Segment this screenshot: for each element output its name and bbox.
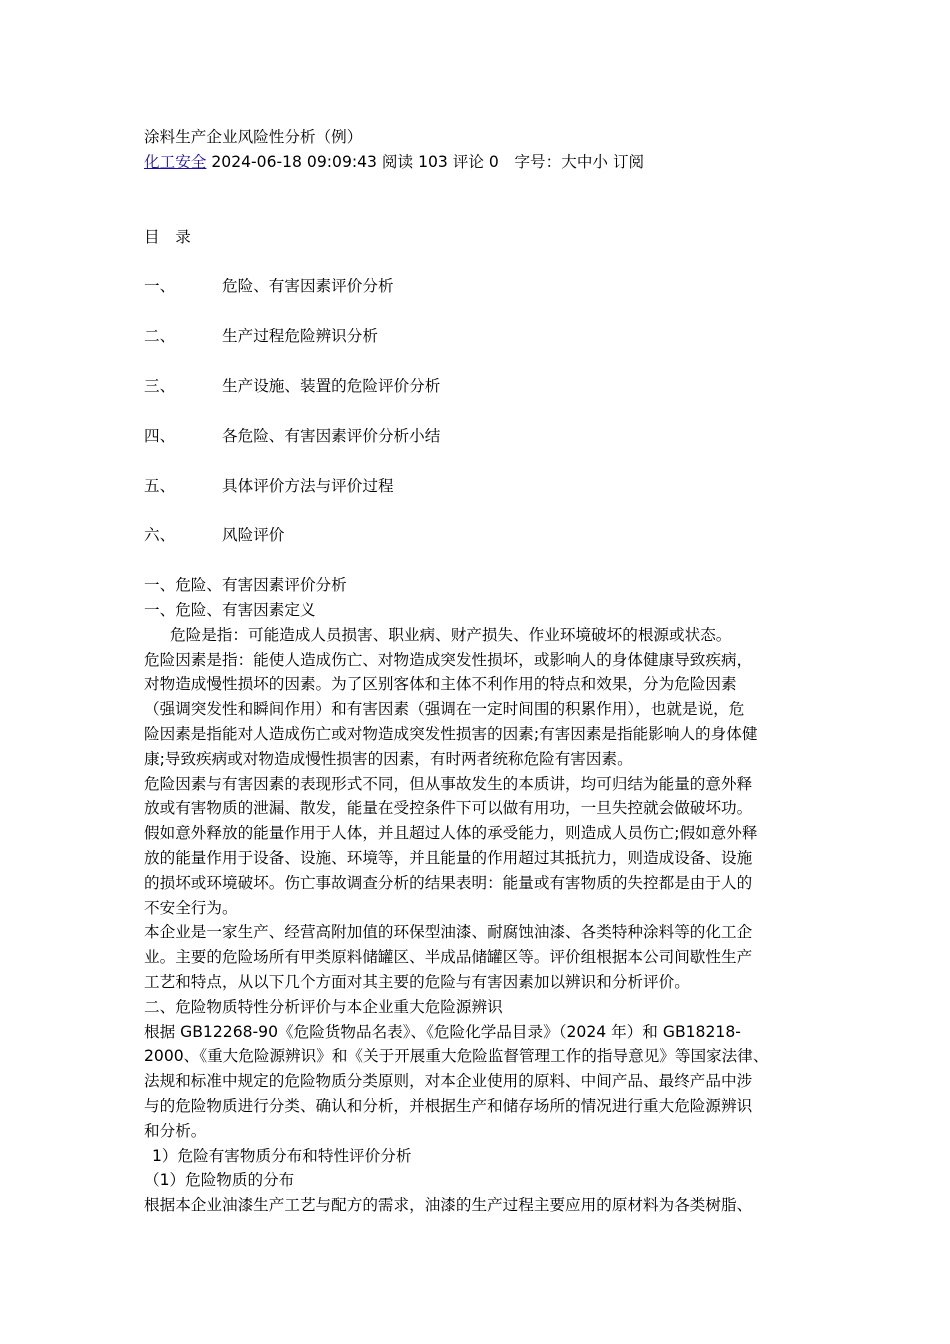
paragraph [144,1020,812,1144]
paragraph-line: 放的能量作用于设备、设施、环境等，并且能量的作用超过其抵抗力，则造成设备、设施 [144,848,753,867]
paragraph-line: 险因素是指能对人造成伤亡或对物造成突发性损害的因素;有害因素是指能影响人的身体健 [144,724,758,743]
paragraph-line: 和分析。 [144,1121,207,1140]
paragraph-line: （强调突发性和瞬间作用）和有害因素（强调在一定时间围的积累作用），也就是说，危 [144,700,745,719]
toc-number: 三、 [144,376,176,395]
toc-number: 四、 [144,426,176,445]
toc-number: 一、 [144,277,176,296]
paragraph-line: 假如意外释放的能量作用于人体，并且超过人体的承受能力，则造成人员伤亡;假如意外释 [144,824,758,843]
toc-label: 生产设施、装置的危险评价分析 [222,376,441,395]
subsection-heading: 一、危险、有害因素定义 [144,600,316,619]
paragraph-line: 法规和标准中规定的危险物质分类原则，对本企业使用的原料、中间产品、最终产品中涉 [144,1072,753,1091]
toc-label: 各危险、有害因素评价分析小结 [222,426,441,445]
paragraph-line: 业。主要的危险场所有甲类原料储罐区、半成品储罐区等。评价组根据本公司间歇性生产 [144,948,753,967]
paragraph [144,920,812,994]
paragraph: 根据本企业油漆生产工艺与配方的需求，油漆的生产过程主要应用的原材料为各类树脂、 [144,1196,753,1215]
toc-item[interactable] [144,374,812,399]
toc-item[interactable] [144,424,812,449]
toc-item[interactable] [144,474,812,499]
toc-label: 风险评价 [222,526,285,545]
paragraph-line: 康;导致疾病或对物造成慢性损害的因素，有时两者统称危险有害因素。 [144,749,633,768]
paragraph [144,772,812,921]
paragraph-line: 危险因素与有害因素的表现形式不同，但从事故发生的本质讲，均可归结为能量的意外释 [144,774,753,793]
paragraph: 危险是指：可能造成人员损害、职业病、财产损失、作业环境破坏的根源或状态。 [170,625,732,644]
section-heading: 二、危险物质特性分析评价与本企业重大危险源辨识 [144,997,503,1016]
subsection-heading: （1）危险物质的分布 [144,1171,295,1190]
category-link[interactable]: 化工安全 [144,152,207,171]
toc-label: 具体评价方法与评价过程 [222,476,394,495]
toc-label: 危险、有害因素评价分析 [222,277,394,296]
toc-label: 生产过程危险辨识分析 [222,327,378,346]
paragraph-line: 与的危险物质进行分类、确认和分析，并根据生产和储存场所的情况进行重大危险源辨识 [144,1096,753,1115]
section-heading: 一、危险、有害因素评价分析 [144,576,347,595]
paragraph-line: 放或有害物质的泄漏、散发，能量在受控条件下可以做有用功，一旦失控就会做破坏功。 [144,799,753,818]
toc-item[interactable] [144,324,812,349]
paragraph-line: 的损坏或环境破坏。伤亡事故调查分析的结果表明：能量或有害物质的失控都是由于人的 [144,873,753,892]
toc-number: 六、 [144,526,176,545]
article-meta [144,150,812,175]
article-content [144,125,812,1218]
paragraph-line: 本企业是一家生产、经营高附加值的环保型油漆、耐腐蚀油漆、各类特种涂料等的化工企 [144,923,753,942]
paragraph-line: 工艺和特点，从以下几个方面对其主要的危险与有害因素加以辨识和分析评价。 [144,972,690,991]
subsection-heading: 1）危险有害物质分布和特性评价分析 [152,1146,412,1165]
paragraph [144,648,812,772]
paragraph-line: 不安全行为。 [144,898,238,917]
meta-info: 2024-06-18 09:09:43 阅读 103 评论 0 字号：大中小 订阅 [206,152,645,171]
article-title: 涂料生产企业风险性分析（例） [144,128,363,146]
toc-number: 二、 [144,327,176,346]
paragraph-line: 2000、《重大危险源辨识》和《关于开展重大危险监督管理工作的指导意见》等国家法律、 [144,1047,769,1066]
toc-heading: 目 录 [144,227,191,246]
toc-item[interactable] [144,523,812,548]
toc-item[interactable] [144,274,812,299]
paragraph-line: 危险因素是指：能使人造成伤亡、对物造成突发性损坏，或影响人的身体健康导致疾病， [144,650,753,669]
paragraph-line: 对物造成慢性损坏的因素。为了区别客体和主体不利作用的特点和效果，分为危险因素 [144,675,737,694]
toc-number: 五、 [144,476,176,495]
paragraph-line: 根据 GB12268-90《危险货物品名表》、《危险化学品目录》（2024 年）和 GB18218- [144,1022,741,1041]
